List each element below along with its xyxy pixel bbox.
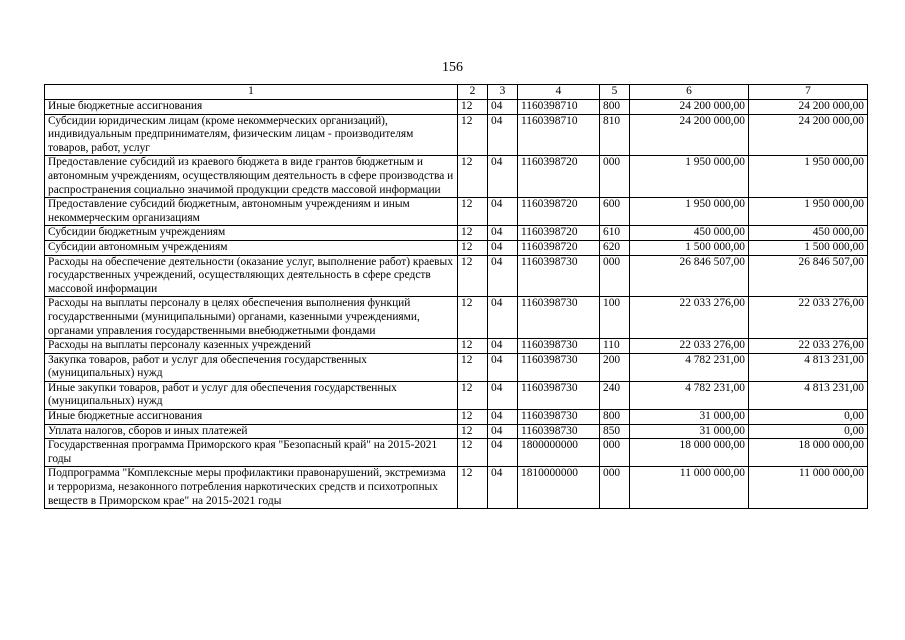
expense-name-cell: Подпрограмма "Комплексные меры профилактики правонарушений, экстремизма и терроризма, незаконного потребления наркотических средств и психотропных веществ в Приморском крае" на 2015-2021 годы (45, 467, 458, 509)
subsection-code-cell: 04 (488, 198, 518, 226)
amount-cell: 22 033 276,00 (630, 339, 749, 354)
amount-cell: 1 950 000,00 (630, 156, 749, 198)
amount-cell: 22 033 276,00 (749, 339, 868, 354)
column-header: 1 (45, 85, 458, 100)
amount-cell: 450 000,00 (630, 226, 749, 241)
table-row (45, 240, 868, 255)
expense-name-cell: Государственная программа Приморского края "Безопасный край" на 2015-2021 годы (45, 439, 458, 467)
amount-cell: 4 782 231,00 (630, 353, 749, 381)
expense-name-cell: Предоставление субсидий бюджетным, автономным учреждениям и иным некоммерческим организациям (45, 198, 458, 226)
subsection-code-cell: 04 (488, 226, 518, 241)
amount-cell: 24 200 000,00 (749, 114, 868, 156)
table-row (45, 114, 868, 156)
expense-name-cell: Субсидии юридическим лицам (кроме некоммерческих организаций), индивидуальным предпринимателям, физическим лицам - производителям товаров, работ, услуг (45, 114, 458, 156)
table-row (45, 353, 868, 381)
table-body (45, 100, 868, 509)
subsection-code-cell: 04 (488, 297, 518, 339)
amount-cell: 1 950 000,00 (749, 156, 868, 198)
table-header-row (45, 85, 868, 100)
section-code-cell: 12 (458, 226, 488, 241)
expense-name-cell: Расходы на обеспечение деятельности (оказание услуг, выполнение работ) краевых государственных учреждений, осуществляющих деятельность в сфере средств массовой информации (45, 255, 458, 297)
expense-type-cell: 000 (600, 439, 630, 467)
target-article-cell: 1160398710 (518, 114, 600, 156)
target-article-cell: 1160398730 (518, 381, 600, 409)
section-code-cell: 12 (458, 114, 488, 156)
amount-cell: 31 000,00 (630, 410, 749, 425)
expense-name-cell: Субсидии автономным учреждениям (45, 240, 458, 255)
table-row (45, 424, 868, 439)
subsection-code-cell: 04 (488, 100, 518, 115)
subsection-code-cell: 04 (488, 381, 518, 409)
subsection-code-cell: 04 (488, 240, 518, 255)
subsection-code-cell: 04 (488, 156, 518, 198)
expense-name-cell: Предоставление субсидий из краевого бюджета в виде грантов бюджетным и автономным учреждениям, осуществляющим деятельность в сфере производства и распространения социально значимой продукции средств массовой информации (45, 156, 458, 198)
section-code-cell: 12 (458, 381, 488, 409)
expense-type-cell: 610 (600, 226, 630, 241)
target-article-cell: 1160398730 (518, 353, 600, 381)
table-row (45, 467, 868, 509)
target-article-cell: 1160398710 (518, 100, 600, 115)
expense-name-cell: Иные бюджетные ассигнования (45, 100, 458, 115)
amount-cell: 1 500 000,00 (630, 240, 749, 255)
table-row (45, 156, 868, 198)
subsection-code-cell: 04 (488, 114, 518, 156)
section-code-cell: 12 (458, 255, 488, 297)
amount-cell: 22 033 276,00 (630, 297, 749, 339)
section-code-cell: 12 (458, 439, 488, 467)
table-row (45, 439, 868, 467)
subsection-code-cell: 04 (488, 467, 518, 509)
expense-type-cell: 240 (600, 381, 630, 409)
expense-name-cell: Уплата налогов, сборов и иных платежей (45, 424, 458, 439)
expense-name-cell: Иные закупки товаров, работ и услуг для обеспечения государственных (муниципальных) нужд (45, 381, 458, 409)
column-header: 4 (518, 85, 600, 100)
expense-type-cell: 200 (600, 353, 630, 381)
amount-cell: 24 200 000,00 (630, 100, 749, 115)
table-row (45, 198, 868, 226)
expense-type-cell: 000 (600, 467, 630, 509)
amount-cell: 0,00 (749, 424, 868, 439)
amount-cell: 4 813 231,00 (749, 353, 868, 381)
amount-cell: 18 000 000,00 (630, 439, 749, 467)
expense-name-cell: Расходы на выплаты персоналу в целях обеспечения выполнения функций государственными (муниципальными) органами, казенными учреждениями, органами управления государственными внебюджетными фондами (45, 297, 458, 339)
section-code-cell: 12 (458, 353, 488, 381)
expense-type-cell: 850 (600, 424, 630, 439)
subsection-code-cell: 04 (488, 410, 518, 425)
target-article-cell: 1160398730 (518, 410, 600, 425)
expense-name-cell: Иные бюджетные ассигнования (45, 410, 458, 425)
table-row (45, 381, 868, 409)
expense-name-cell: Закупка товаров, работ и услуг для обеспечения государственных (муниципальных) нужд (45, 353, 458, 381)
amount-cell: 4 813 231,00 (749, 381, 868, 409)
subsection-code-cell: 04 (488, 255, 518, 297)
column-header: 7 (749, 85, 868, 100)
section-code-cell: 12 (458, 100, 488, 115)
expense-type-cell: 600 (600, 198, 630, 226)
target-article-cell: 1160398720 (518, 226, 600, 241)
target-article-cell: 1160398730 (518, 255, 600, 297)
target-article-cell: 1160398730 (518, 297, 600, 339)
amount-cell: 4 782 231,00 (630, 381, 749, 409)
table-row (45, 255, 868, 297)
section-code-cell: 12 (458, 467, 488, 509)
section-code-cell: 12 (458, 240, 488, 255)
target-article-cell: 1810000000 (518, 467, 600, 509)
expense-type-cell: 000 (600, 255, 630, 297)
amount-cell: 22 033 276,00 (749, 297, 868, 339)
column-header: 2 (458, 85, 488, 100)
target-article-cell: 1160398730 (518, 424, 600, 439)
amount-cell: 24 200 000,00 (749, 100, 868, 115)
amount-cell: 24 200 000,00 (630, 114, 749, 156)
amount-cell: 11 000 000,00 (630, 467, 749, 509)
amount-cell: 1 500 000,00 (749, 240, 868, 255)
budget-table (44, 84, 868, 509)
expense-type-cell: 110 (600, 339, 630, 354)
expense-type-cell: 100 (600, 297, 630, 339)
amount-cell: 1 950 000,00 (749, 198, 868, 226)
amount-cell: 1 950 000,00 (630, 198, 749, 226)
expense-name-cell: Субсидии бюджетным учреждениям (45, 226, 458, 241)
expense-name-cell: Расходы на выплаты персоналу казенных учреждений (45, 339, 458, 354)
section-code-cell: 12 (458, 410, 488, 425)
target-article-cell: 1160398720 (518, 198, 600, 226)
amount-cell: 18 000 000,00 (749, 439, 868, 467)
amount-cell: 31 000,00 (630, 424, 749, 439)
target-article-cell: 1800000000 (518, 439, 600, 467)
subsection-code-cell: 04 (488, 353, 518, 381)
section-code-cell: 12 (458, 297, 488, 339)
subsection-code-cell: 04 (488, 339, 518, 354)
table-row (45, 297, 868, 339)
page-number: 156 (442, 60, 463, 75)
column-header: 6 (630, 85, 749, 100)
expense-type-cell: 800 (600, 410, 630, 425)
expense-type-cell: 620 (600, 240, 630, 255)
amount-cell: 11 000 000,00 (749, 467, 868, 509)
target-article-cell: 1160398730 (518, 339, 600, 354)
section-code-cell: 12 (458, 339, 488, 354)
target-article-cell: 1160398720 (518, 240, 600, 255)
expense-type-cell: 810 (600, 114, 630, 156)
section-code-cell: 12 (458, 424, 488, 439)
table-row (45, 100, 868, 115)
table-row (45, 339, 868, 354)
table-row (45, 226, 868, 241)
amount-cell: 26 846 507,00 (749, 255, 868, 297)
column-header: 5 (600, 85, 630, 100)
section-code-cell: 12 (458, 198, 488, 226)
expense-type-cell: 800 (600, 100, 630, 115)
amount-cell: 0,00 (749, 410, 868, 425)
subsection-code-cell: 04 (488, 439, 518, 467)
amount-cell: 26 846 507,00 (630, 255, 749, 297)
subsection-code-cell: 04 (488, 424, 518, 439)
table-row (45, 410, 868, 425)
expense-type-cell: 000 (600, 156, 630, 198)
section-code-cell: 12 (458, 156, 488, 198)
target-article-cell: 1160398720 (518, 156, 600, 198)
column-header: 3 (488, 85, 518, 100)
amount-cell: 450 000,00 (749, 226, 868, 241)
